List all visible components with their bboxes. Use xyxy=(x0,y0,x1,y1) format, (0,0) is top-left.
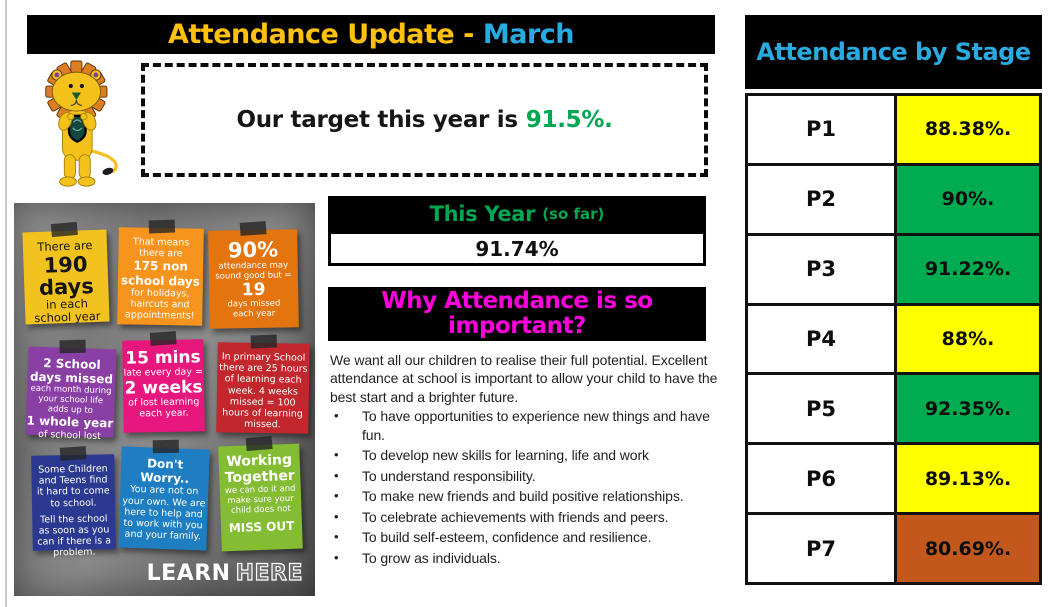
note-line: missed = 100 xyxy=(229,396,296,409)
table-row xyxy=(748,96,1039,166)
note-line: each month during xyxy=(30,383,112,397)
why-line1: Why Attendance is so xyxy=(381,287,653,314)
body-text xyxy=(330,351,732,569)
note-line: for holidays, xyxy=(130,287,190,300)
note-line: 2 weeks xyxy=(124,376,203,399)
stage-cell: P7 xyxy=(748,515,897,582)
title-banner xyxy=(27,15,715,54)
table-row xyxy=(748,306,1039,376)
note-line: in each xyxy=(45,295,89,312)
note-line: child does not xyxy=(230,504,291,517)
table-row xyxy=(748,515,1039,582)
table-title: Attendance by Stage xyxy=(745,15,1042,89)
note-line: there are xyxy=(139,247,183,260)
learn-text: LEARN xyxy=(146,561,231,586)
note-line: 15 mins xyxy=(125,347,201,369)
bullet-list xyxy=(330,407,732,567)
note-line: 19 xyxy=(241,279,266,301)
why-attendance-banner xyxy=(328,287,706,341)
note-line: Some Children xyxy=(38,463,108,476)
here-text: HERE xyxy=(235,561,303,586)
note-line: days missed xyxy=(227,298,281,310)
learn-here-logo xyxy=(147,561,303,586)
note-line: make sure your xyxy=(227,494,294,507)
note-line: missed. xyxy=(243,418,281,431)
note-line: can if there is a xyxy=(37,535,112,548)
this-year-value: 91.74% xyxy=(328,231,706,266)
target-text: Our target this year is xyxy=(236,107,518,133)
table-row xyxy=(748,445,1039,515)
note-line: problem. xyxy=(53,547,96,559)
note-line: adds up to xyxy=(47,404,94,417)
stage-cell: P5 xyxy=(748,375,897,442)
note-line: school year xyxy=(34,309,101,326)
note-line: week. 4 weeks xyxy=(227,384,299,398)
bullet-item: • To develop new skills for learning, life and work xyxy=(330,446,732,464)
bullet-item: • To build self-esteem, confidence and resilience. xyxy=(330,528,732,546)
table-body xyxy=(745,93,1042,585)
sticky-note xyxy=(31,454,116,559)
table-row xyxy=(748,166,1039,236)
note-line: and your family. xyxy=(124,528,201,543)
table-row xyxy=(748,375,1039,445)
attendance-by-stage-table xyxy=(745,15,1042,585)
value-cell: 90%. xyxy=(897,166,1039,233)
why-line2: important? xyxy=(448,313,586,339)
note-line: school days xyxy=(120,272,200,289)
bullet-item: • To understand responsibility. xyxy=(330,467,732,485)
value-cell: 88.38%. xyxy=(897,96,1039,163)
note-line: here to help and xyxy=(124,506,203,521)
sticky-note xyxy=(22,230,109,325)
stage-cell: P3 xyxy=(748,236,897,303)
page-title: Attendance Update - xyxy=(168,19,474,50)
value-cell: 89.13%. xyxy=(897,445,1039,512)
note-line: 1 whole year xyxy=(26,413,114,431)
note-line: late every day = xyxy=(123,366,204,380)
note-line: 175 non xyxy=(133,258,189,274)
note-line: You are not on xyxy=(129,484,199,498)
attendance-poster xyxy=(14,203,315,596)
note-line: Tell the school xyxy=(39,513,108,526)
note-line: your own. We are xyxy=(122,495,206,509)
slide-edge-line xyxy=(5,0,7,607)
note-line: There are xyxy=(37,238,93,254)
bullet-item: • To have opportunities to experience new things and have fun. xyxy=(330,407,732,444)
note-line: attendance may xyxy=(218,260,289,272)
bullet-item: • To grow as individuals. xyxy=(330,549,732,567)
stage-cell: P2 xyxy=(748,166,897,233)
sticky-note xyxy=(218,444,303,552)
stage-cell: P1 xyxy=(748,96,897,163)
note-line: each year xyxy=(232,309,276,320)
note-line: of lost learning xyxy=(128,396,200,409)
note-line: haircuts and xyxy=(130,298,190,311)
sticky-note xyxy=(117,227,204,325)
note-line: 2 School xyxy=(43,356,101,373)
value-cell: 88%. xyxy=(897,306,1039,373)
note-line: as soon as you xyxy=(38,524,110,537)
note-line: we can do it and xyxy=(224,484,296,497)
sticky-note xyxy=(25,346,116,442)
table-row xyxy=(748,236,1039,306)
note-line: Working xyxy=(226,451,293,471)
sticky-note xyxy=(208,229,299,329)
page-title-month: March xyxy=(482,19,574,50)
note-line: Together xyxy=(224,467,295,486)
stage-cell: P4 xyxy=(748,306,897,373)
this-year-suffix: (so far) xyxy=(542,204,605,223)
note-line: your school life xyxy=(38,394,104,407)
lion-mascot-icon xyxy=(30,57,132,193)
this-year-banner xyxy=(328,196,706,231)
note-line: each year. xyxy=(139,407,189,420)
note-line: to work with you xyxy=(123,517,203,532)
note-line: In primary School xyxy=(221,351,306,364)
note-line: sound good but = xyxy=(215,270,292,282)
note-line: it hard to come xyxy=(36,485,110,499)
note-line: of learning each xyxy=(224,373,302,387)
sticky-note xyxy=(118,446,209,550)
bullet-item: • To celebrate achievements with friends and peers. xyxy=(330,508,732,526)
note-line: hours of learning xyxy=(222,407,303,420)
note-line: and Teens find xyxy=(38,474,108,487)
this-year-label: This Year xyxy=(429,201,536,226)
sticky-note xyxy=(216,342,310,434)
target-value: 91.5%. xyxy=(525,107,613,133)
note-line: That means xyxy=(132,236,190,249)
note-line: there are 25 hours xyxy=(219,362,308,375)
value-cell: 80.69%. xyxy=(897,515,1039,582)
value-cell: 92.35%. xyxy=(897,375,1039,442)
sticky-note xyxy=(122,339,205,432)
stage-cell: P6 xyxy=(748,445,897,512)
note-line: days missed xyxy=(29,369,114,387)
note-line: days xyxy=(38,273,95,300)
note-line: to school. xyxy=(50,497,97,510)
target-box xyxy=(141,63,708,177)
note-line: MISS OUT xyxy=(228,519,295,536)
note-line: 90% xyxy=(227,237,279,263)
note-line: 190 xyxy=(43,251,88,278)
note-line: appointments! xyxy=(124,309,195,322)
bullet-item: • To make new friends and build positive relationships. xyxy=(330,487,732,505)
note-line: Don't Worry.. xyxy=(140,456,190,487)
note-line: of school lost xyxy=(37,428,102,442)
intro-paragraph: We want all our children to realise their full potential. Excellent attendance at school is important to allow your child to have the best start and a brighter future. xyxy=(330,352,718,405)
value-cell: 91.22%. xyxy=(897,236,1039,303)
